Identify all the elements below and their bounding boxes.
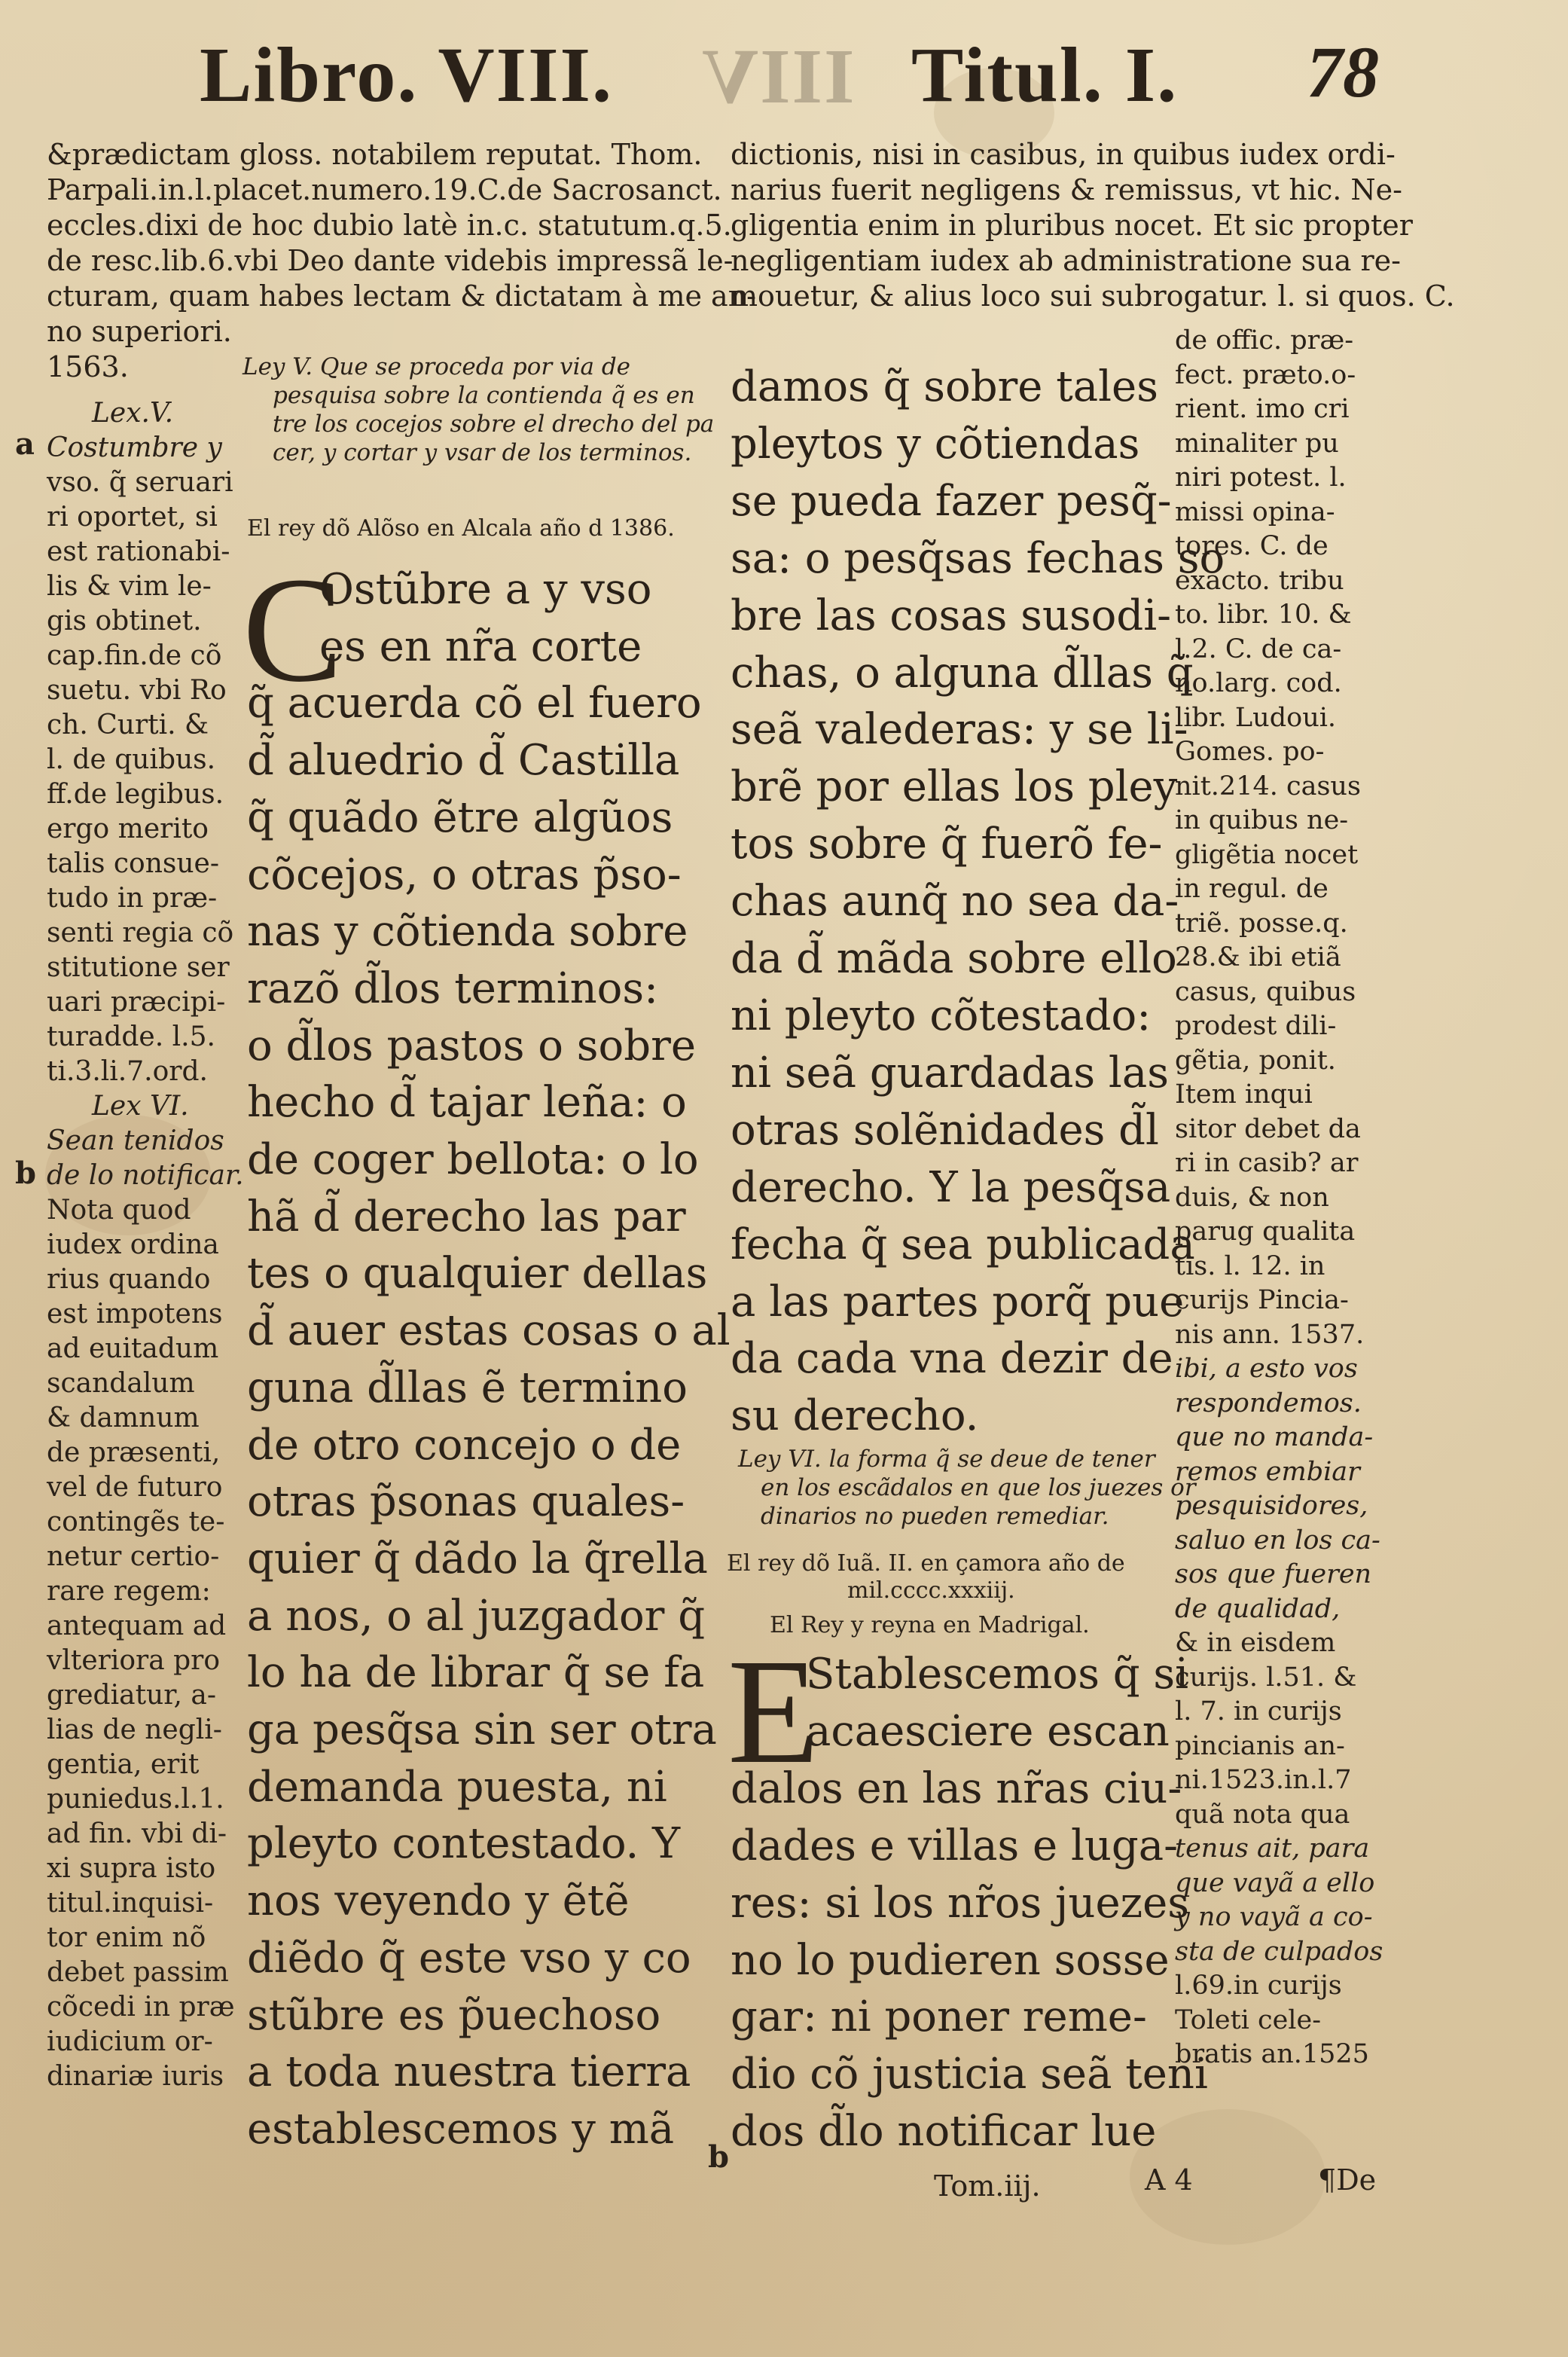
ley5-text-col1 xyxy=(247,561,731,2158)
text-line: demanda puesta, ni xyxy=(247,1762,667,1812)
gloss-line: cturam, quam habes lectam & dictatam à me an- xyxy=(47,279,757,313)
text-line: es en nr̃a corte xyxy=(319,621,642,671)
gloss-line: prodest dili- xyxy=(1175,1011,1337,1041)
gloss-line: de resc.lib.6.vbi Deo dante videbis impressã le- xyxy=(47,244,734,277)
gloss-line: gligentia enim in pluribus nocet. Et sic propter xyxy=(731,209,1413,242)
gloss-line: Nota quod xyxy=(47,1195,191,1226)
text-line: derecho. Y la pesq̃sa xyxy=(731,1162,1171,1212)
gloss-line: de offic. præ- xyxy=(1175,325,1354,356)
text-line: stũbre es p̃uechoso xyxy=(247,1990,661,2040)
text-line: pleytos y cõtiendas xyxy=(731,419,1140,469)
dropcap-c: C xyxy=(243,547,343,713)
gloss-line: l. de quibus. xyxy=(47,744,216,775)
gloss-line: vso. q̃ seruari xyxy=(47,467,233,498)
gloss-line: est impotens xyxy=(47,1299,223,1330)
gloss-line: contingẽs te- xyxy=(47,1507,225,1537)
gloss-line: vel de futuro xyxy=(47,1472,223,1503)
date-line: El rey dõ Iuã. II. en çamora año de xyxy=(727,1550,1125,1577)
gloss-line: pincianis an- xyxy=(1175,1730,1345,1761)
gloss-line: l. 7. in curijs xyxy=(1175,1696,1342,1727)
signature-mark: Tom.iij. xyxy=(934,2169,1041,2203)
gloss-line: no superiori. xyxy=(47,315,232,348)
gloss-line: ri in casib? ar xyxy=(1175,1148,1359,1178)
text-line: tos sobre q̃ fuerõ fe- xyxy=(731,820,1163,869)
gloss-marker-b: b xyxy=(15,1156,36,1191)
gloss-line: lis & vim le- xyxy=(47,571,212,602)
gloss-line: ti.3.li.7.ord. xyxy=(47,1056,208,1087)
text-line: d̃ aluedrio d̃ Castilla xyxy=(247,736,680,786)
catchword: ¶De xyxy=(1318,2163,1377,2197)
gloss-line: tis. l. 12. in xyxy=(1175,1250,1325,1281)
gloss-quote: ibi, a esto vos xyxy=(1175,1354,1358,1384)
gloss-line: in quibus ne- xyxy=(1175,805,1349,835)
gloss-line: rare regem: xyxy=(47,1576,211,1607)
gloss-line: ad fin. vbi di- xyxy=(47,1818,227,1849)
gloss-line: gis obtinet. xyxy=(47,606,202,637)
gloss-line: Gomes. po- xyxy=(1175,737,1325,767)
gloss-heading: Lex VI. xyxy=(92,1091,189,1122)
ley5-date: El rey dõ Alõso en Alcala año d 1386. xyxy=(247,515,675,542)
gloss-line: Toleti cele- xyxy=(1175,2004,1322,2035)
text-line: pleyto contestado. Y xyxy=(247,1819,681,1869)
gloss-line: negligentiam iudex ab administratione sua re- xyxy=(731,244,1402,277)
text-line: seã valederas: y se li- xyxy=(731,705,1188,755)
gloss-left-margin xyxy=(47,396,244,2094)
leaf-signature: A 4 xyxy=(1145,2163,1193,2197)
gloss-line: suetu. vbi Ro xyxy=(47,675,227,706)
gloss-line: & in eisdem xyxy=(1175,1628,1336,1658)
ley6-text xyxy=(731,1646,1208,2160)
gloss-line: xi supra isto xyxy=(47,1853,216,1884)
gloss-line: cõcedi in præ xyxy=(47,1992,235,2023)
gloss-line: libr. Ludoui. xyxy=(1175,702,1337,733)
gloss-line: talis consue- xyxy=(47,848,220,879)
gloss-line: scandalum xyxy=(47,1368,195,1399)
text-line: dos d̃lo notificar lue xyxy=(731,2107,1157,2157)
gloss-line: minaliter pu xyxy=(1175,428,1339,459)
gloss-lemma: de lo notificar. xyxy=(47,1160,244,1191)
gloss-line: vlteriora pro xyxy=(47,1645,221,1676)
gloss-line: tores. C. de xyxy=(1175,531,1329,561)
text-line: de coger bellota: o lo xyxy=(247,1135,699,1185)
gloss-line: ad euitadum xyxy=(47,1333,219,1364)
text-line: ga pesq̃sa sin ser otra xyxy=(247,1705,717,1755)
text-line: cõcejos, o otras p̃so- xyxy=(247,850,682,899)
gloss-quote: sta de culpados xyxy=(1175,1936,1383,1967)
gloss-line: mouetur, & alius loco sui subrogatur. l. si quos. C. xyxy=(731,279,1455,313)
gloss-line: triẽ. posse.q. xyxy=(1175,908,1348,939)
gloss-line: iudicium or- xyxy=(47,2026,213,2057)
gloss-line: debet passim xyxy=(47,1957,229,1988)
gloss-line: est rationabi- xyxy=(47,536,230,567)
gloss-line: l.69.in curijs xyxy=(1175,1971,1342,2001)
text-line: a nos, o al juzgador q̃ xyxy=(247,1591,706,1641)
ley5-rubric xyxy=(243,353,715,467)
gloss-top-right xyxy=(731,137,1455,314)
gloss-line: 1563. xyxy=(47,350,129,383)
gloss-quote: respondemos. xyxy=(1175,1388,1362,1418)
gloss-line: to. libr. 10. & xyxy=(1175,600,1352,630)
text-line: da d̃ mãda sobre ello xyxy=(731,934,1177,984)
text-line: otras p̃sonas quales- xyxy=(247,1477,685,1527)
text-line: d̃ auer estas cosas o al xyxy=(247,1306,731,1356)
text-line: lo ha de librar q̃ se fa xyxy=(247,1648,705,1698)
gloss-quote: tenus ait, para xyxy=(1175,1833,1370,1864)
text-line: bre las cosas susodi- xyxy=(731,591,1172,640)
gloss-line: bratis an.1525 xyxy=(1175,2039,1369,2069)
text-line: nas y cõtienda sobre xyxy=(247,907,688,957)
gloss-marker-b: b xyxy=(708,2139,729,2175)
text-line: a las partes porq̃ pue xyxy=(731,1277,1185,1327)
text-line: Stablescemos q̃ si xyxy=(806,1650,1189,1699)
text-line: establescemos y mã xyxy=(247,2104,675,2154)
gloss-line: uari præcipi- xyxy=(47,987,226,1018)
text-line: guna d̃llas ẽ termino xyxy=(247,1363,688,1412)
rubric-line: dinarios no pueden remediar. xyxy=(761,1503,1109,1530)
gloss-line: grediatur, a- xyxy=(47,1680,216,1711)
gloss-line: dinariæ iuris xyxy=(47,2061,224,2092)
ley5-text-col2 xyxy=(731,359,1225,1445)
text-line: de otro concejo o de xyxy=(247,1420,682,1470)
gloss-line: ch. Curti. & xyxy=(47,710,209,740)
text-line: razõ d̃los terminos: xyxy=(247,963,658,1013)
gloss-line: missi opina- xyxy=(1175,496,1335,527)
text-line: dades e villas e luga- xyxy=(731,1821,1179,1870)
gloss-line: in regul. de xyxy=(1175,874,1329,904)
gloss-line: netur certio- xyxy=(47,1541,220,1572)
gloss-line: ergo merito xyxy=(47,814,209,844)
text-line: acaesciere escan xyxy=(806,1706,1170,1756)
gloss-line: casus, quibus xyxy=(1175,976,1356,1007)
rubric-line: en los escãdalos en que los juezes or xyxy=(761,1474,1196,1501)
text-line: dio cõ justicia seã teni xyxy=(731,2050,1208,2099)
gloss-line: l.2. C. de ca- xyxy=(1175,634,1342,664)
gloss-line: curijs. l.51. & xyxy=(1175,1662,1357,1693)
gloss-lemma: Costumbre y xyxy=(47,432,222,463)
show-through-text: IIIV xyxy=(700,33,855,120)
rubric-line: Ley VI. la forma q̃ se deue de tener xyxy=(738,1446,1155,1473)
gloss-line: stitutione ser xyxy=(47,952,230,983)
date-line: mil.cccc.xxxiij. xyxy=(847,1577,1015,1604)
folio-number: 78 xyxy=(1307,32,1379,112)
gloss-line: dictionis, nisi in casibus, in quibus iudex ordi- xyxy=(731,138,1396,171)
running-head-title: Titul. I. xyxy=(911,32,1179,118)
text-line: q̃ acuerda cõ el fuero xyxy=(247,679,702,728)
text-line: fecha q̃ sea publicada xyxy=(731,1220,1195,1269)
gloss-line: gentia, erit xyxy=(47,1749,200,1780)
gloss-line: tor enim nõ xyxy=(47,1922,206,1953)
gloss-line: nit.214. casus xyxy=(1175,771,1361,801)
gloss-line: curijs Pincia- xyxy=(1175,1285,1349,1315)
text-line: brẽ por ellas los pley xyxy=(731,762,1178,812)
text-line: q̃ quãdo ẽtre algũos xyxy=(247,792,673,842)
text-line: otras solẽnidades d̃l xyxy=(731,1105,1159,1155)
text-line: chas aunq̃ no sea da- xyxy=(731,877,1179,927)
gloss-line: exacto. tribu xyxy=(1175,565,1344,596)
gloss-quote: y no vayã a co- xyxy=(1175,1902,1373,1932)
gloss-top-left xyxy=(47,137,757,385)
gloss-line: ni.1523.in.l.7 xyxy=(1175,1765,1352,1795)
text-line: diẽdo q̃ este vso y co xyxy=(247,1933,691,1983)
rubric-line: tre los cocejos sobre el drecho del pa xyxy=(273,411,715,438)
gloss-line: antequam ad xyxy=(47,1611,227,1641)
ley6-rubric xyxy=(738,1445,1196,1531)
gloss-line: Item inqui xyxy=(1175,1079,1313,1110)
gloss-line: gligẽtia nocet xyxy=(1175,839,1359,870)
gloss-line: titul.inquisi- xyxy=(47,1888,214,1919)
text-line: da cada vna dezir de xyxy=(731,1334,1173,1384)
ley6-date xyxy=(727,1550,1179,1604)
gloss-line: duis, & non xyxy=(1175,1182,1329,1213)
gloss-line: iudex ordina xyxy=(47,1229,219,1260)
text-line: res: si los nr̃os juezes xyxy=(731,1878,1189,1928)
gloss-line: Parpali.in.l.placet.numero.19.C.de Sacrosanct. xyxy=(47,173,722,206)
gloss-line: &prædictam gloss. notabilem reputat. Thom. xyxy=(47,138,703,171)
gloss-line: nis ann. 1537. xyxy=(1175,1319,1365,1350)
pilcrow-icon: ¶ xyxy=(1318,2163,1337,2197)
gloss-line: lias de negli- xyxy=(47,1714,222,1745)
text-line: dalos en las nr̃as ciu- xyxy=(731,1763,1182,1813)
gloss-quote: que no manda- xyxy=(1175,1422,1374,1452)
gloss-line: 28.& ibi etiã xyxy=(1175,942,1341,972)
text-line: o d̃los pastos o sobre xyxy=(247,1021,696,1070)
gloss-line: gẽtia, ponit. xyxy=(1175,1045,1336,1076)
dropcap-e: E xyxy=(728,1629,820,1795)
gloss-line: rius quando xyxy=(47,1264,211,1295)
text-line: no lo pudieren sosse xyxy=(731,1935,1170,1985)
rubric-line: pesquisa sobre la contienda q̃ es en xyxy=(273,382,695,409)
text-line: hecho d̃ tajar leña: o xyxy=(247,1078,687,1128)
gloss-quote: de qualidad, xyxy=(1175,1593,1341,1624)
text-line: sa: o pesq̃sas fechas so xyxy=(731,533,1225,583)
gloss-marker-a: a xyxy=(15,426,35,462)
gloss-line: no.larg. cod. xyxy=(1175,668,1342,698)
text-line: gar: ni poner reme- xyxy=(731,1992,1147,2042)
text-line: ni seã guardadas las xyxy=(731,1048,1169,1098)
gloss-line: ff.de legibus. xyxy=(47,779,224,810)
text-line: Ostũbre a y vso xyxy=(319,565,652,614)
gloss-quote: que vayã a ello xyxy=(1175,1867,1375,1898)
gloss-quote: sos que fueren xyxy=(1175,1559,1372,1589)
gloss-line: parug qualita xyxy=(1175,1217,1356,1247)
gloss-line: sitor debet da xyxy=(1175,1113,1361,1144)
text-line: hã d̃ derecho las par xyxy=(247,1192,686,1241)
text-line: ni pleyto cõtestado: xyxy=(731,991,1152,1040)
gloss-line: turadde. l.5. xyxy=(47,1021,215,1052)
gloss-lemma: Sean tenidos xyxy=(47,1125,224,1156)
gloss-quote: saluo en los ca- xyxy=(1175,1525,1380,1556)
text-line: tes o qualquier dellas xyxy=(247,1249,708,1299)
gloss-quote: pesquisidores, xyxy=(1175,1491,1368,1521)
gloss-line: ri oportet, si xyxy=(47,502,218,533)
text-line: se pueda fazer pesq̃- xyxy=(731,476,1172,526)
gloss-right-margin xyxy=(1175,324,1383,2072)
gloss-line: cap.fin.de cõ xyxy=(47,640,222,671)
gloss-line: niri potest. l. xyxy=(1175,463,1347,493)
gloss-line: puniedus.l.1. xyxy=(47,1784,224,1815)
gloss-line: narius fuerit negligens & remissus, vt hic. Ne- xyxy=(731,173,1402,206)
running-head-book: Libro. VIII. xyxy=(200,32,614,118)
text-line: a toda nuestra tierra xyxy=(247,2047,691,2097)
gloss-line: de præsenti, xyxy=(47,1437,221,1468)
ley6-place: El Rey y reyna en Madrigal. xyxy=(770,1612,1090,1638)
gloss-quote: remos embiar xyxy=(1175,1456,1360,1487)
gloss-line: & damnum xyxy=(47,1403,200,1433)
text-line: damos q̃ sobre tales xyxy=(731,362,1158,411)
gloss-heading: Lex.V. xyxy=(92,398,174,429)
rubric-line: Ley V. Que se proceda por via de xyxy=(243,353,631,380)
gloss-line: eccles.dixi de hoc dubio latè in.c. statutum.q.5. xyxy=(47,209,732,242)
text-line: nos veyendo y ẽtẽ xyxy=(247,1876,630,1926)
text-line: quier q̃ dãdo la q̃rella xyxy=(247,1534,708,1583)
text-line: chas, o alguna d̃llas q̃ xyxy=(731,648,1194,698)
gloss-line: rient. imo cri xyxy=(1175,394,1350,424)
gloss-line: tudo in præ- xyxy=(47,883,218,914)
gloss-line: fect. præto.o- xyxy=(1175,359,1356,390)
gloss-line: quã nota qua xyxy=(1175,1799,1350,1830)
text-line: su derecho. xyxy=(731,1391,979,1441)
rubric-line: cer, y cortar y vsar de los terminos. xyxy=(273,439,692,466)
gloss-line: senti regia cõ xyxy=(47,917,234,948)
